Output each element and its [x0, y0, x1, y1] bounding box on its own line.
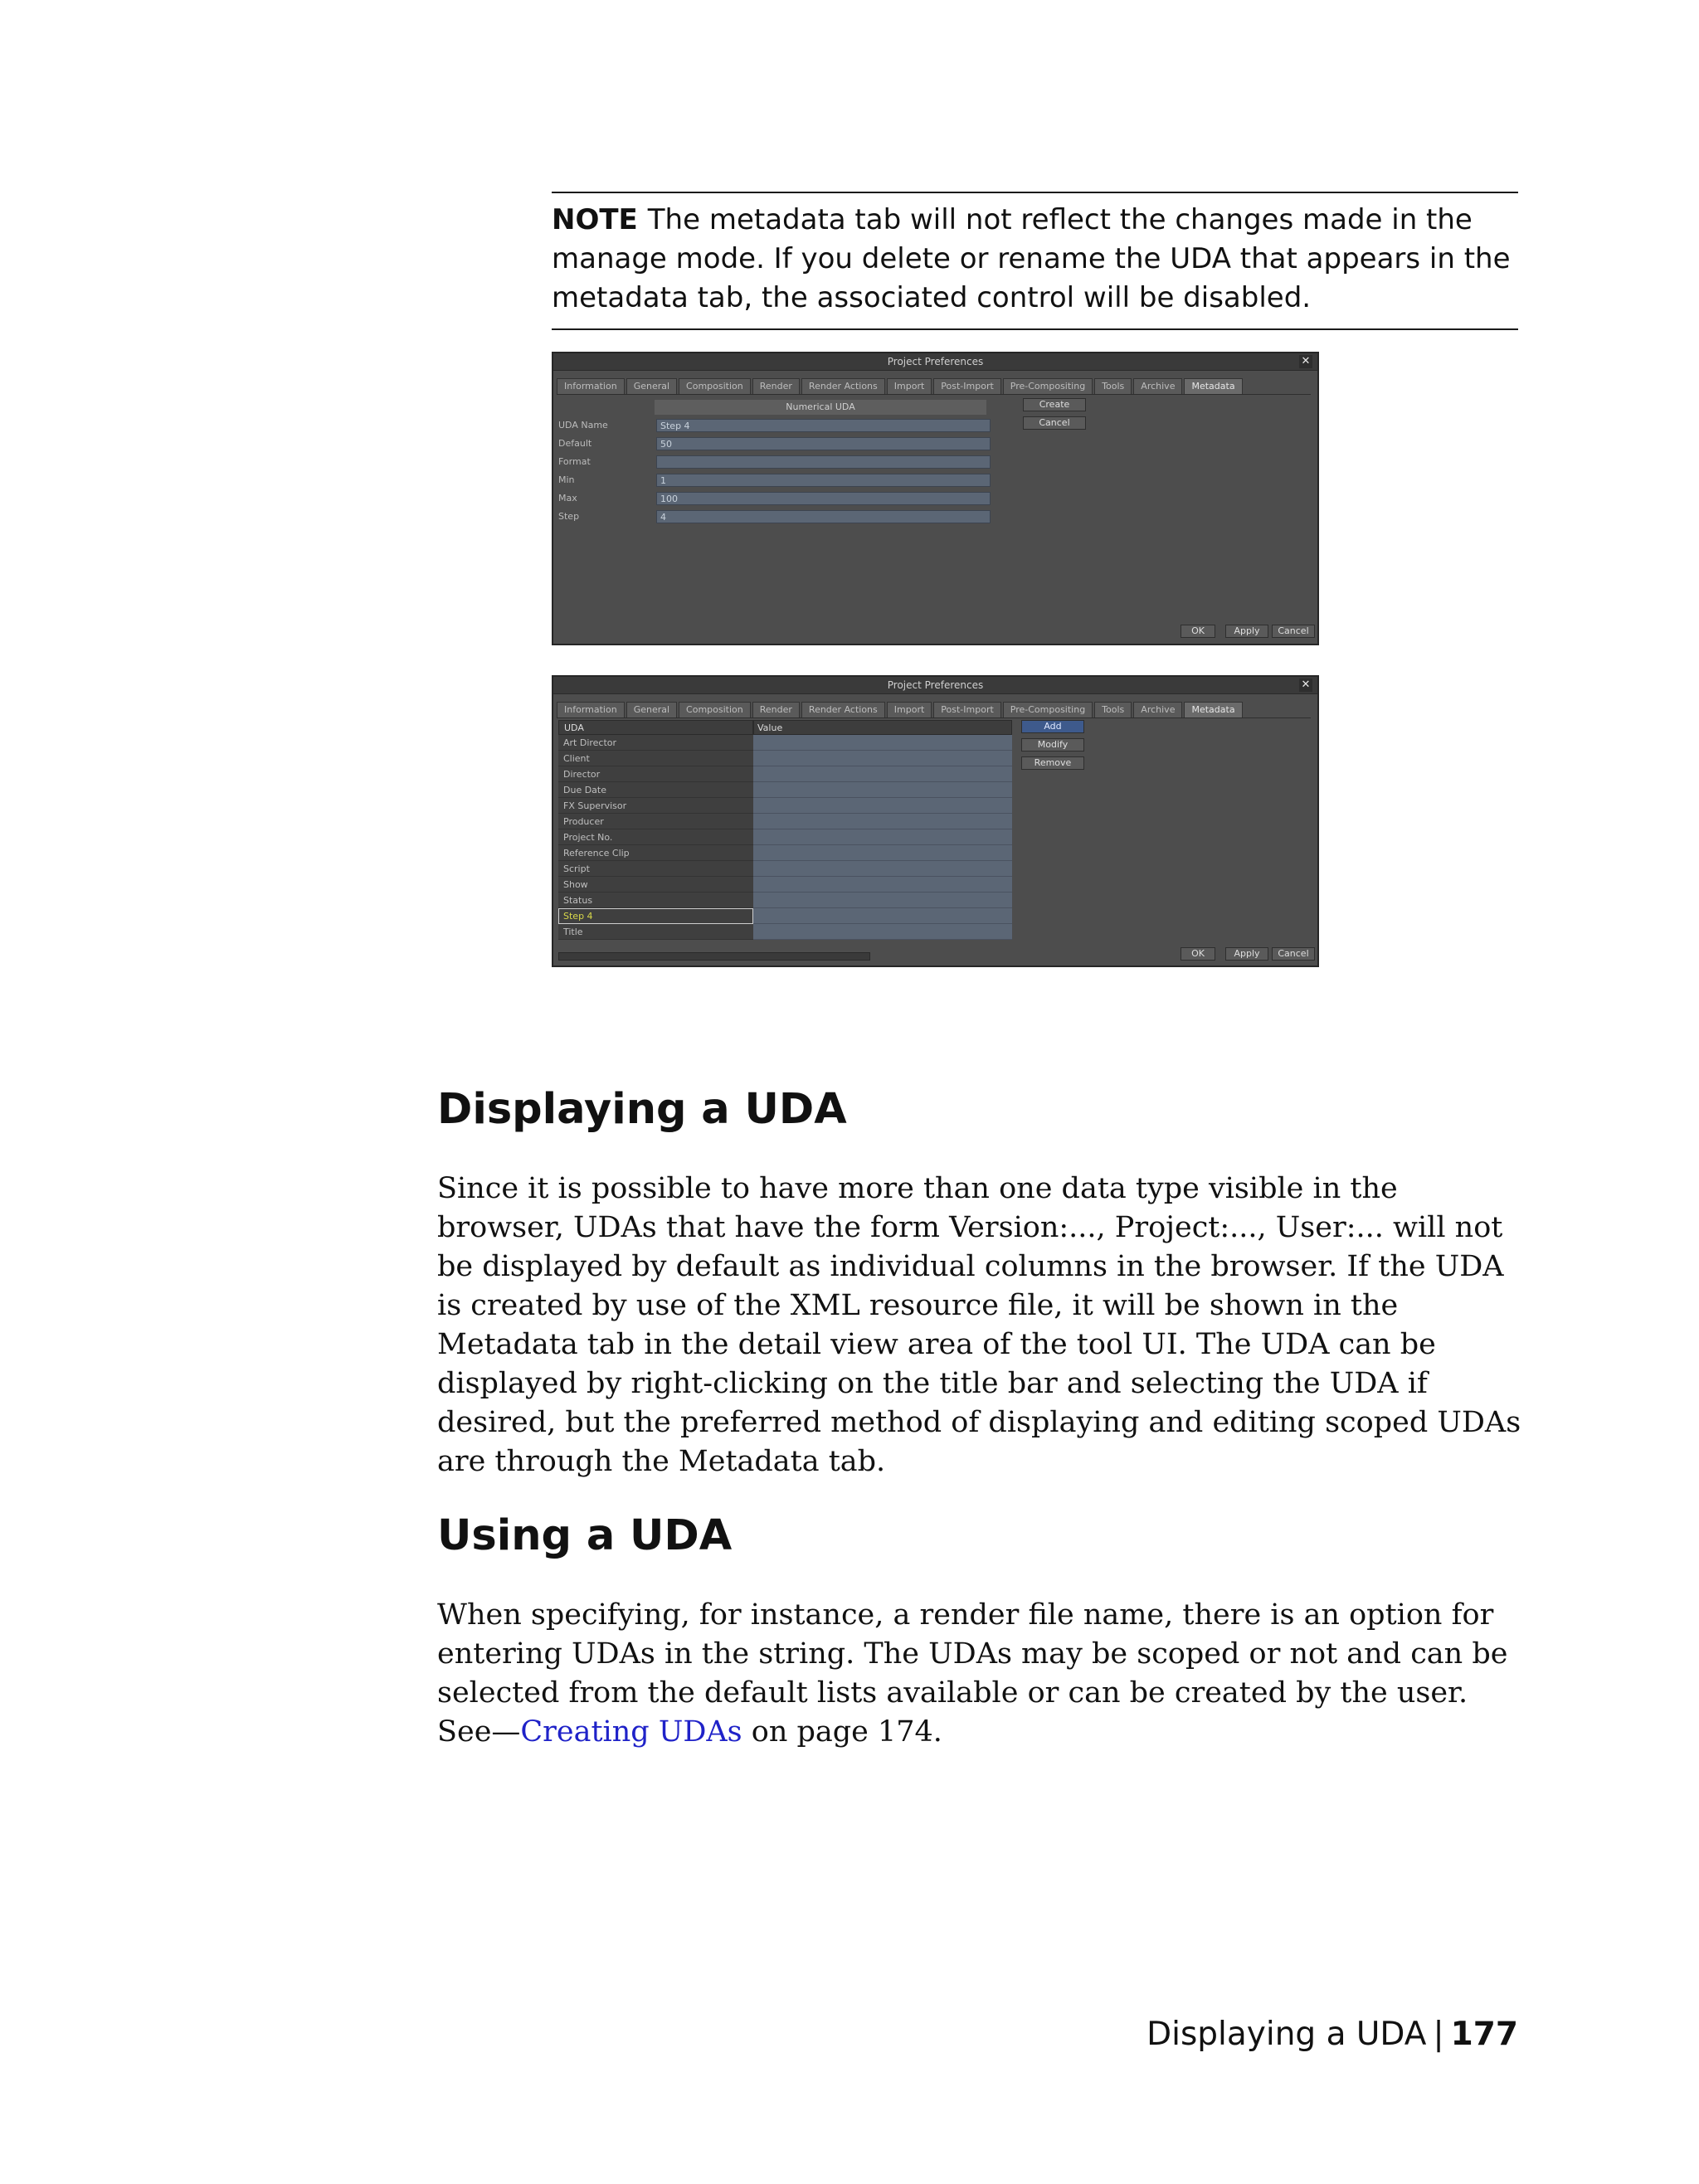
apply-button[interactable]: Apply: [1225, 947, 1268, 961]
value-cell[interactable]: [753, 845, 1012, 861]
column-header-uda[interactable]: UDA: [558, 720, 753, 735]
tab-import[interactable]: Import: [887, 702, 932, 717]
note-text: The metadata tab will not reflect the changes made in the manage mode. If you delete or rename the UDA that appears in the metadata tab, the associated control will be disabled.: [552, 203, 1511, 314]
uda-name-field[interactable]: Step 4: [656, 419, 991, 432]
table-row[interactable]: [558, 766, 1015, 782]
tab-render-actions[interactable]: Render Actions: [801, 378, 885, 394]
value-cell[interactable]: [753, 814, 1012, 829]
uda-cell: Project No.: [558, 829, 753, 845]
window-title-bar: [553, 353, 1317, 371]
tab-render[interactable]: Render: [752, 702, 800, 717]
page-number: 177: [1450, 2016, 1518, 2053]
column-header-value[interactable]: Value: [753, 720, 1012, 735]
format-field[interactable]: [656, 455, 991, 469]
section-heading-using-uda: Using a UDA: [437, 1511, 733, 1560]
cancel-button[interactable]: Cancel: [1272, 947, 1315, 961]
table-row[interactable]: [558, 893, 1015, 908]
tab-information[interactable]: Information: [557, 702, 625, 717]
ok-button[interactable]: OK: [1181, 625, 1215, 638]
step-field[interactable]: 4: [656, 510, 991, 523]
default-label: Default: [558, 438, 592, 449]
tab-composition[interactable]: Composition: [679, 378, 751, 394]
tab-pre-compositing[interactable]: Pre-Compositing: [1003, 702, 1093, 717]
uda-table: [558, 720, 1015, 940]
value-cell[interactable]: [753, 908, 1012, 924]
table-row[interactable]: [558, 751, 1015, 766]
see-suffix: on page 174.: [742, 1715, 942, 1749]
add-button[interactable]: Add: [1021, 720, 1084, 733]
uda-cell: Art Director: [558, 735, 753, 751]
uda-cell: Show: [558, 877, 753, 893]
table-row-selected[interactable]: [558, 908, 1015, 924]
tab-post-import[interactable]: Post-Import: [933, 378, 1001, 394]
tab-archive[interactable]: Archive: [1133, 702, 1182, 717]
footer-separator: |: [1433, 2016, 1444, 2053]
value-cell[interactable]: [753, 766, 1012, 782]
footer-title: Displaying a UDA: [1146, 2016, 1427, 2053]
create-button[interactable]: Create: [1023, 398, 1086, 411]
uda-cell: Producer: [558, 814, 753, 829]
note-label: NOTE: [552, 203, 638, 236]
uda-cell: Due Date: [558, 782, 753, 798]
uda-name-label: UDA Name: [558, 420, 608, 430]
tab-divider: [557, 394, 1311, 395]
table-row[interactable]: [558, 798, 1015, 814]
window-title-bar: [553, 677, 1317, 694]
tab-divider: [557, 717, 1311, 718]
apply-button[interactable]: Apply: [1225, 625, 1268, 638]
uda-cell: Step 4: [558, 908, 753, 924]
screenshot-metadata-list: [552, 675, 1319, 967]
horizontal-scrollbar[interactable]: [558, 952, 870, 961]
tab-general[interactable]: General: [626, 702, 677, 717]
value-cell[interactable]: [753, 829, 1012, 845]
tab-render-actions[interactable]: Render Actions: [801, 702, 885, 717]
value-cell[interactable]: [753, 798, 1012, 814]
uda-cell: Director: [558, 766, 753, 782]
tab-bar: [557, 702, 1243, 717]
uda-cell: Title: [558, 924, 753, 940]
section-body-using-uda: [437, 1596, 1524, 1752]
value-cell[interactable]: [753, 861, 1012, 877]
tab-archive[interactable]: Archive: [1133, 378, 1182, 394]
tab-metadata[interactable]: Metadata: [1184, 702, 1242, 717]
max-label: Max: [558, 493, 577, 503]
tab-general[interactable]: General: [626, 378, 677, 394]
creating-udas-link[interactable]: Creating UDAs: [520, 1715, 742, 1749]
tab-pre-compositing[interactable]: Pre-Compositing: [1003, 378, 1093, 394]
value-cell[interactable]: [753, 735, 1012, 751]
tab-post-import[interactable]: Post-Import: [933, 702, 1001, 717]
see-prefix: See—: [437, 1715, 521, 1749]
section-body-displaying-uda: Since it is possible to have more than one data type visible in the browser, UDAs that have the form Version:..., Project:..., User:... will not be displayed by default as individual columns in the browser. If the UDA is created by use of the XML resource file, it will be shown in the Metadata tab in the detail view area of the tool UI. The UDA can be displayed by right-clicking on the title bar and selecting the UDA if desired, but the preferred method of displaying and editing scoped UDAs are through the Metadata tab.: [437, 1172, 1521, 1478]
min-field[interactable]: 1: [656, 474, 991, 487]
table-header: [558, 720, 1015, 735]
ok-button[interactable]: OK: [1181, 947, 1215, 961]
table-row[interactable]: [558, 924, 1015, 940]
table-row[interactable]: [558, 814, 1015, 829]
uda-cell: Status: [558, 893, 753, 908]
uda-cell: Script: [558, 861, 753, 877]
screenshot-numerical-uda: [552, 352, 1319, 645]
window-title: Project Preferences: [887, 679, 984, 691]
uda-cell: FX Supervisor: [558, 798, 753, 814]
format-label: Format: [558, 456, 591, 467]
uda-cell: Client: [558, 751, 753, 766]
value-cell[interactable]: [753, 924, 1012, 940]
section-heading-displaying-uda: Displaying a UDA: [437, 1085, 847, 1134]
close-icon[interactable]: ✕: [1299, 679, 1312, 692]
table-row[interactable]: [558, 829, 1015, 845]
tab-metadata[interactable]: Metadata: [1184, 378, 1242, 394]
default-field[interactable]: 50: [656, 437, 991, 450]
tab-composition[interactable]: Composition: [679, 702, 751, 717]
window-title: Project Preferences: [887, 356, 984, 367]
table-row[interactable]: [558, 735, 1015, 751]
tab-import[interactable]: Import: [887, 378, 932, 394]
table-row[interactable]: [558, 861, 1015, 877]
value-cell[interactable]: [753, 893, 1012, 908]
close-icon[interactable]: ✕: [1299, 355, 1312, 368]
table-row[interactable]: [558, 877, 1015, 893]
tab-tools[interactable]: Tools: [1094, 378, 1132, 394]
tab-information[interactable]: Information: [557, 378, 625, 394]
min-label: Min: [558, 474, 575, 485]
tab-bar: [557, 378, 1243, 394]
page-footer: [1146, 2016, 1518, 2053]
tab-render[interactable]: Render: [752, 378, 800, 394]
cancel-create-button[interactable]: Cancel: [1023, 416, 1086, 430]
value-cell[interactable]: [753, 751, 1012, 766]
tab-tools[interactable]: Tools: [1094, 702, 1132, 717]
note-box: [552, 192, 1518, 330]
max-field[interactable]: 100: [656, 492, 991, 505]
table-row[interactable]: [558, 782, 1015, 798]
section-header: Numerical UDA: [655, 400, 986, 415]
table-row[interactable]: [558, 845, 1015, 861]
modify-button[interactable]: Modify: [1021, 738, 1084, 752]
value-cell[interactable]: [753, 877, 1012, 893]
cancel-button[interactable]: Cancel: [1272, 625, 1315, 638]
remove-button[interactable]: Remove: [1021, 756, 1084, 770]
step-label: Step: [558, 511, 580, 522]
value-cell[interactable]: [753, 782, 1012, 798]
uda-cell: Reference Clip: [558, 845, 753, 861]
using-uda-text: When specifying, for instance, a render file name, there is an option for entering UDAs in the string. The UDAs may be scoped or not and can be selected from the default lists available or can be created by the user.: [437, 1598, 1508, 1710]
